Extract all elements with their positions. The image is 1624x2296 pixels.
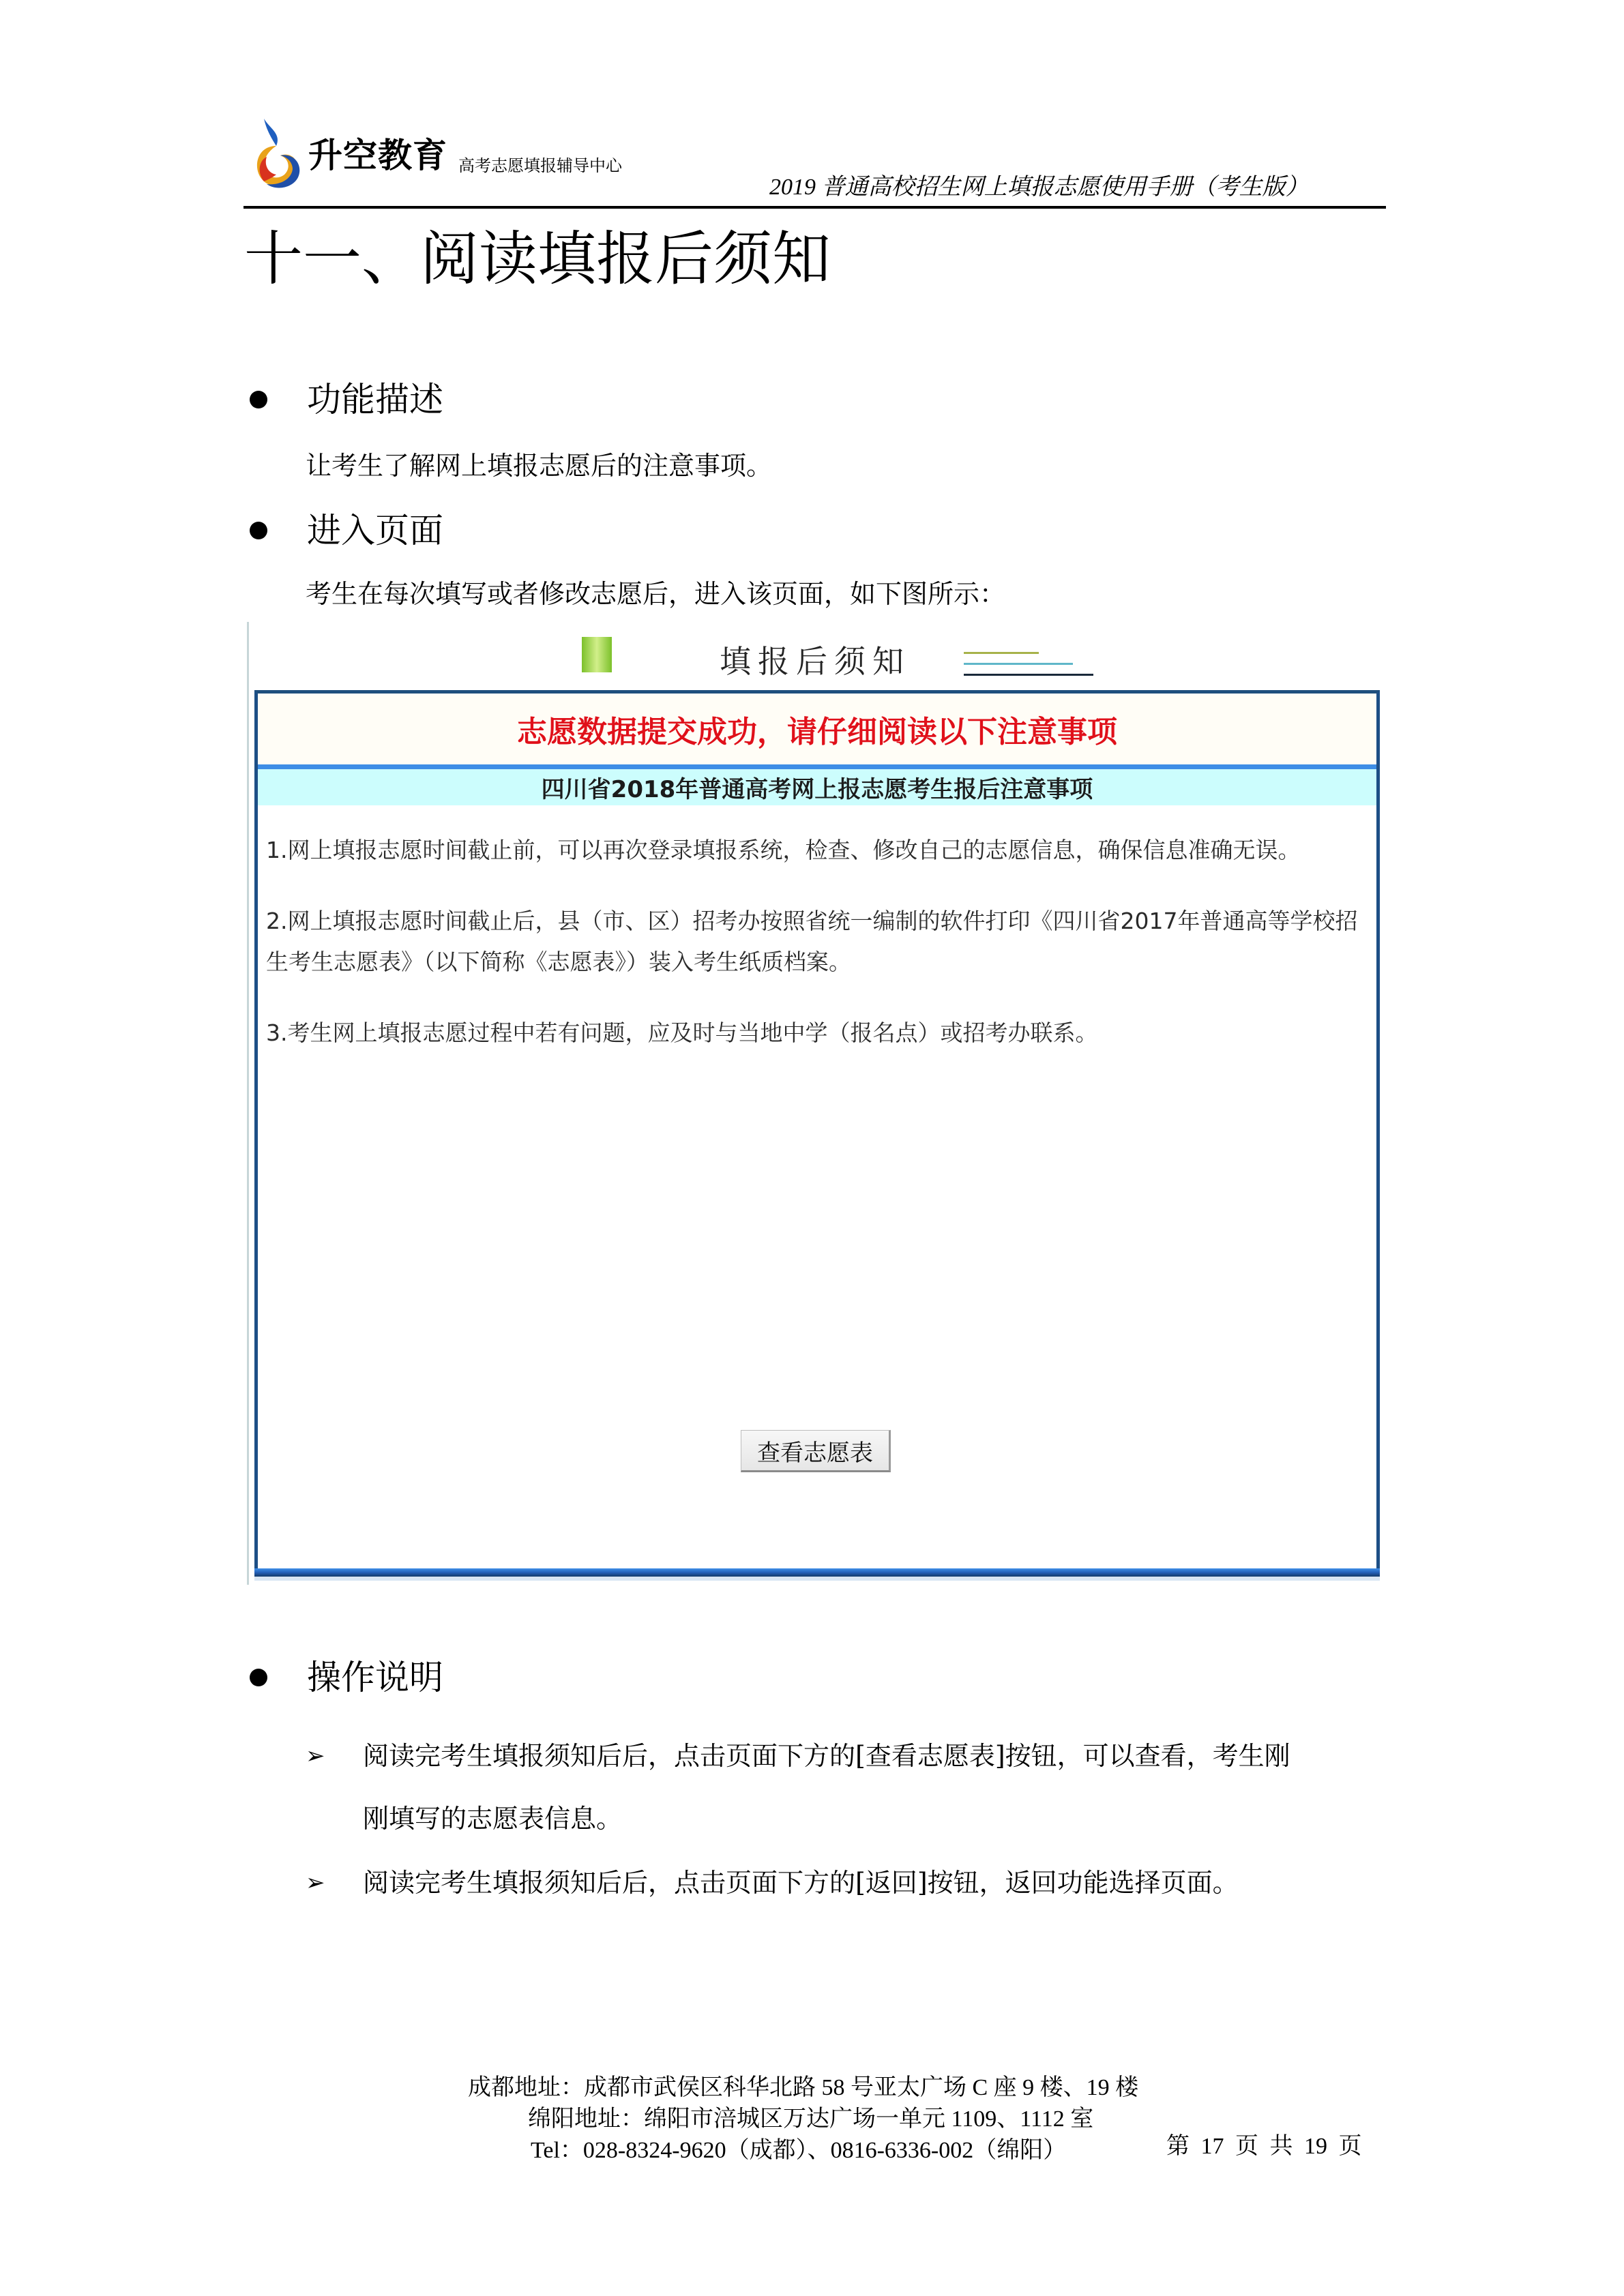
section-heading-label: 进入页面 <box>307 511 443 550</box>
section-heading-enter <box>244 510 443 551</box>
decorative-lines-icon <box>964 649 1093 683</box>
page-icon <box>582 637 630 689</box>
view-application-form-button[interactable]: 查看志愿表 <box>741 1430 891 1472</box>
chapter-title: 十一、阅读填报后须知 <box>244 225 831 293</box>
arrow-bullet-icon: ➢ <box>306 1869 325 1896</box>
bullet-icon <box>250 522 267 539</box>
notice-list <box>266 830 1371 1084</box>
notice-panel <box>254 690 1380 1577</box>
page-number: 第 17 页 共 19 页 <box>1166 2134 1362 2159</box>
notice-item: 2.网上填报志愿时间截止后，县（市、区）招考办按照省统一编制的软件打印《四川省2017年普通高等学校招生考生志愿表》（以下简称《志愿表》）装入考生纸质档案。 <box>266 908 1358 975</box>
operation-item <box>306 1740 1290 1772</box>
function-description: 让考生了解网上填报志愿后的注意事项。 <box>306 451 773 481</box>
section-heading-label: 功能描述 <box>307 380 443 419</box>
screenshot-header <box>249 622 1388 690</box>
footer-chengdu-address: 成都地址：成都市武侯区科华北路 58 号亚太广场 C 座 9 楼、19 楼 <box>468 2075 1139 2100</box>
footer-mianyang-address: 绵阳地址：绵阳市涪城区万达广场一单元 1109、1112 室 <box>528 2106 1094 2132</box>
notice-title: 四川省2018年普通高考网上报志愿考生报后注意事项 <box>258 764 1376 805</box>
operation-text: 阅读完考生填报须知后后，点击页面下方的[查看志愿表]按钮，可以查看，考生刚 <box>363 1741 1290 1771</box>
enter-description: 考生在每次填写或者修改志愿后，进入该页面，如下图所示： <box>306 579 1006 609</box>
section-heading-function <box>244 379 443 420</box>
logo-icon <box>249 116 305 192</box>
operation-item <box>306 1867 1239 1898</box>
operation-text: 阅读完考生填报须知后后，点击页面下方的[返回]按钮，返回功能选择页面。 <box>363 1868 1239 1898</box>
notice-item: 3.考生网上填报志愿过程中若有问题，应及时与当地中学（报名点）或招考办联系。 <box>266 1019 1098 1046</box>
section-heading-label: 操作说明 <box>307 1658 443 1697</box>
screenshot-page-title: 填报后须知 <box>720 643 911 680</box>
bullet-icon <box>250 1669 267 1686</box>
header-divider <box>243 206 1386 209</box>
footer-telephone: Tel：028-8324-9620（成都）、0816-6336-002（绵阳） <box>531 2138 1067 2163</box>
success-message: 志愿数据提交成功，请仔细阅读以下注意事项 <box>258 694 1376 764</box>
manual-title: 2019 普通高校招生网上填报志愿使用手册（考生版） <box>769 175 1309 200</box>
brand-name: 升空教育 <box>308 136 447 175</box>
bullet-icon <box>250 391 267 408</box>
brand-subtitle: 高考志愿填报辅导中心 <box>458 156 622 175</box>
arrow-bullet-icon: ➢ <box>306 1742 325 1770</box>
section-heading-operation <box>244 1657 443 1698</box>
notice-item: 1.网上填报志愿时间截止前，可以再次登录填报系统，检查、修改自己的志愿信息，确保信息准确无误。 <box>266 837 1301 863</box>
operation-text-continued: 刚填写的志愿表信息。 <box>363 1804 623 1834</box>
embedded-screenshot <box>247 622 1388 1585</box>
